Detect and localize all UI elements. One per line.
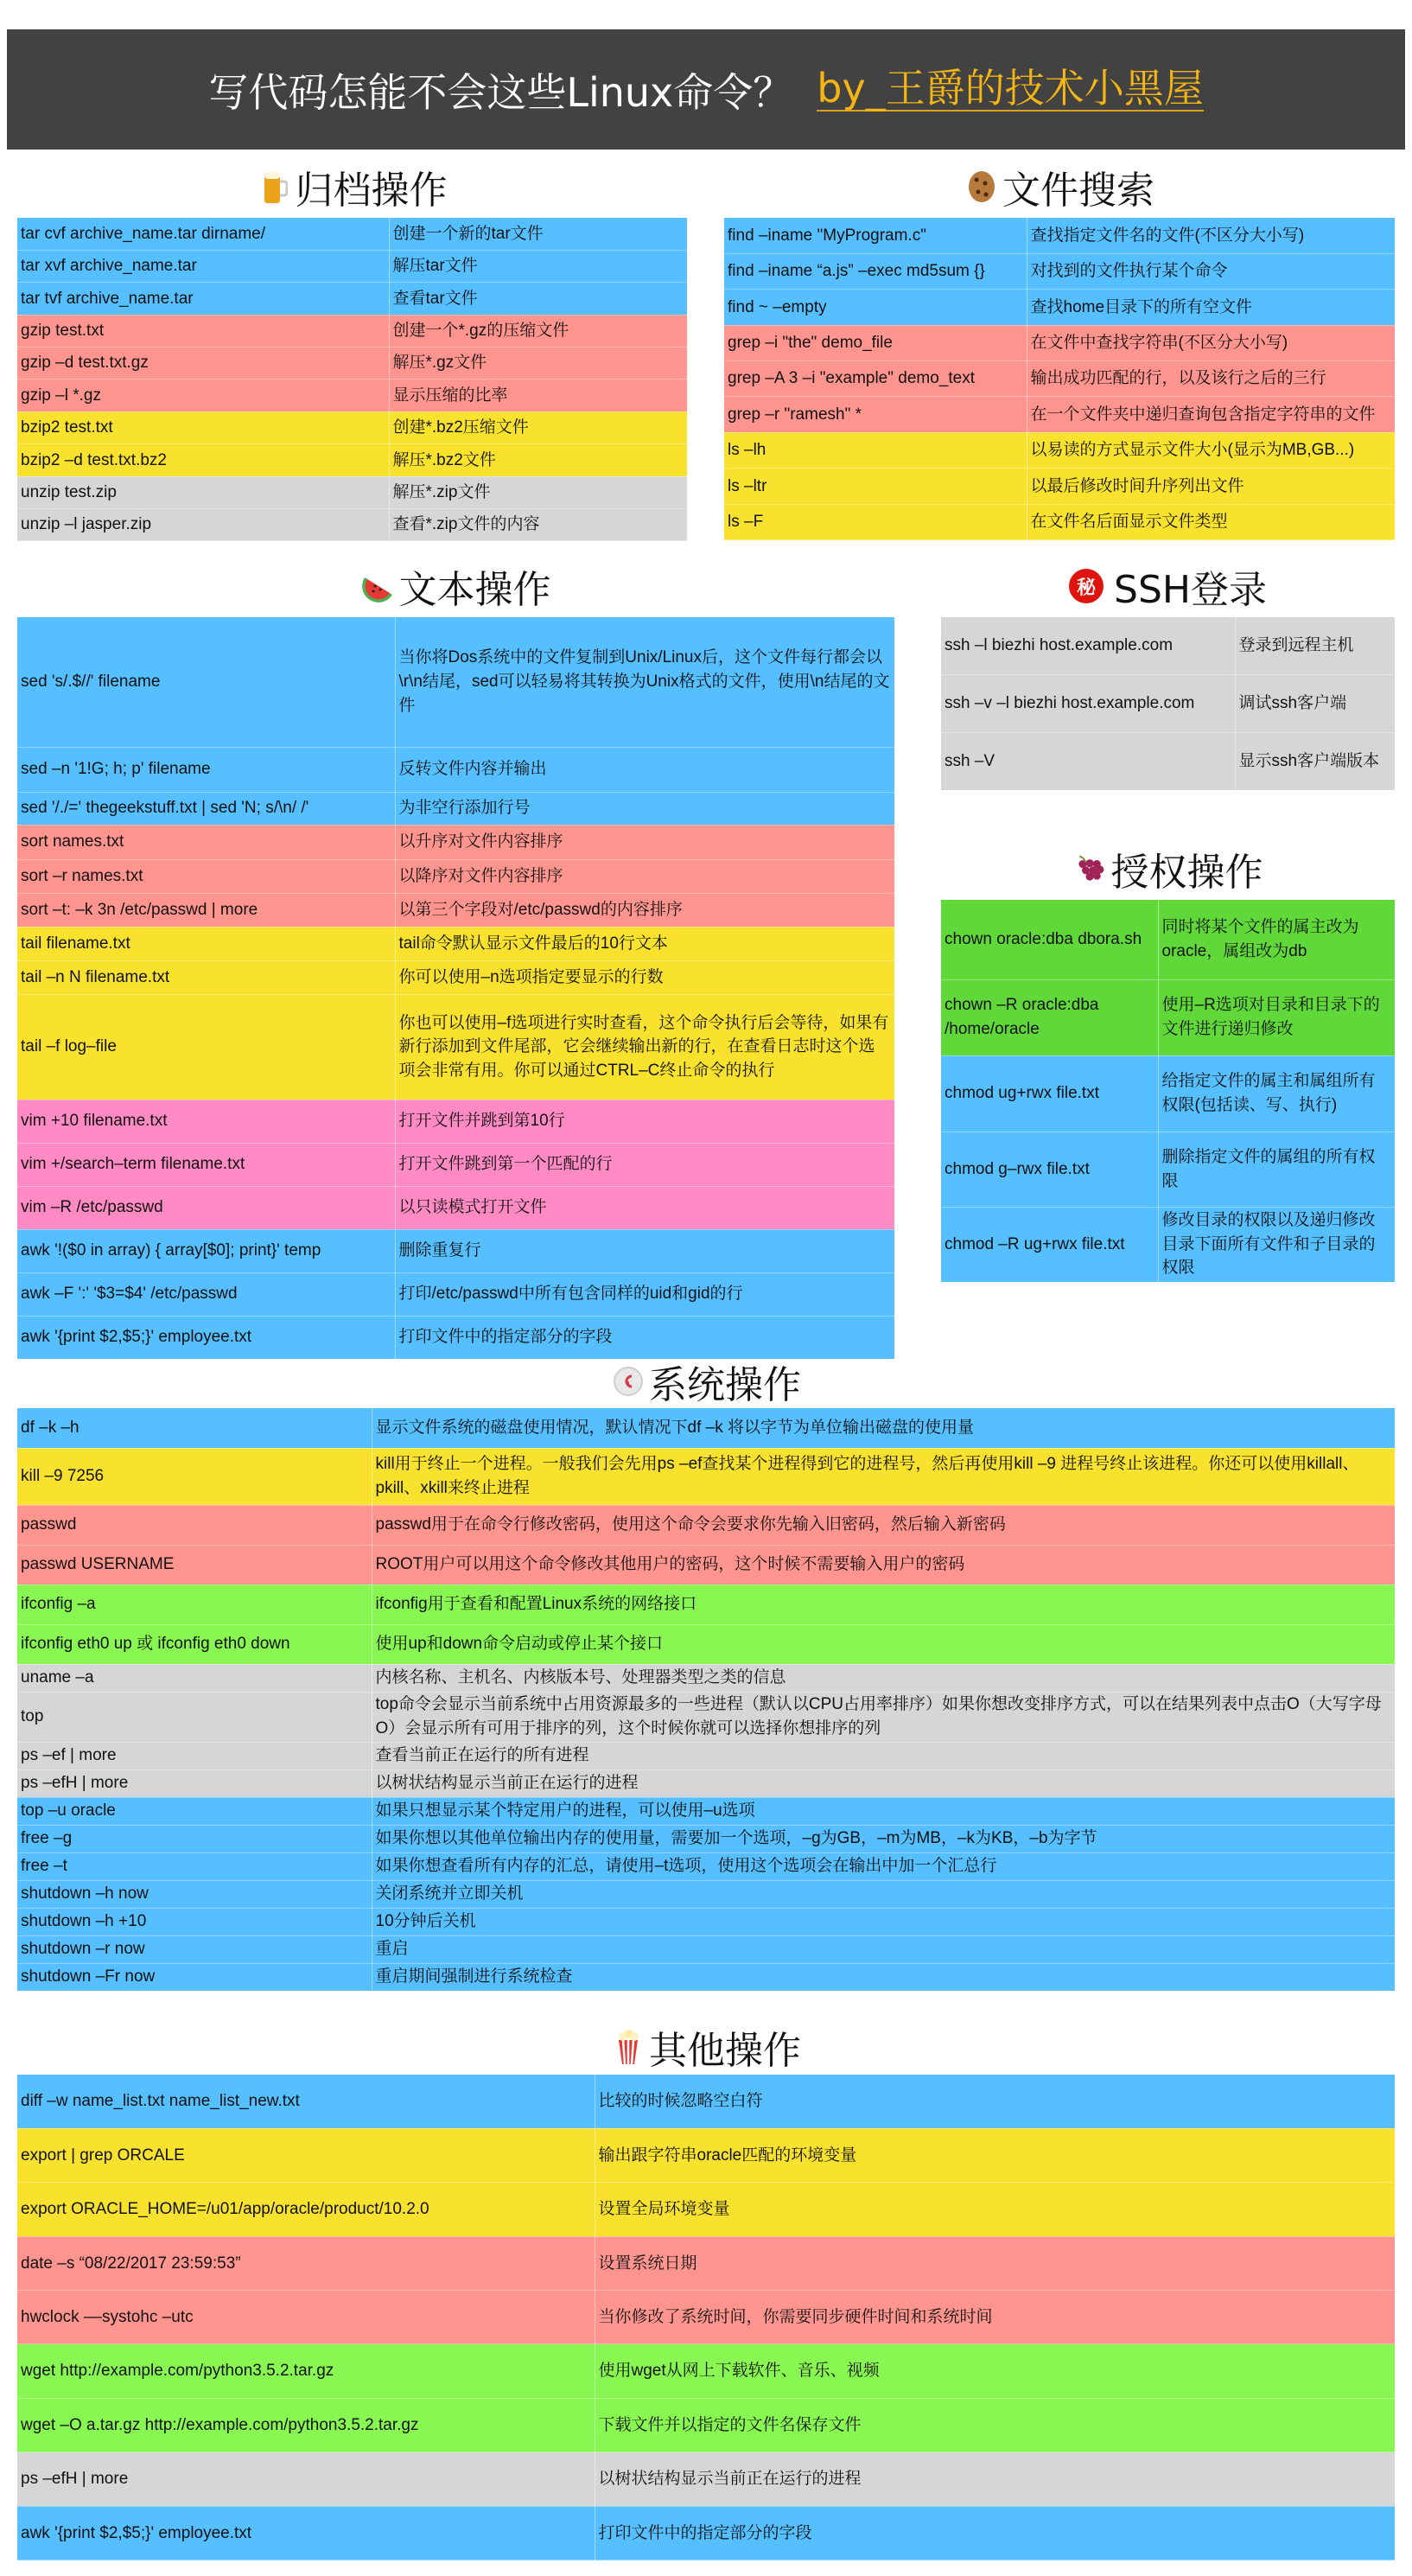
section-archive-title bbox=[17, 161, 687, 213]
command-cell: sort –t: –k 3n /etc/passwd | more bbox=[17, 893, 395, 927]
text-row bbox=[17, 1143, 894, 1186]
section-archive-label: 归档操作 bbox=[295, 169, 448, 213]
description-cell: 以最后修改时间升序列出文件 bbox=[1027, 469, 1395, 504]
text-row bbox=[17, 1229, 894, 1272]
description-cell: 使用up和down命令启动或停止某个接口 bbox=[372, 1624, 1395, 1664]
system-row bbox=[17, 1692, 1395, 1742]
section-permission-label: 授权操作 bbox=[1110, 851, 1263, 895]
command-cell: tar cvf archive_name.tar dirname/ bbox=[17, 218, 389, 250]
command-cell: chmod –R ug+rwx file.txt bbox=[941, 1207, 1158, 1282]
description-cell: ifconfig用于查看和配置Linux系统的网络接口 bbox=[372, 1584, 1395, 1624]
command-cell: shutdown –Fr now bbox=[17, 1963, 372, 1991]
text-row bbox=[17, 792, 894, 825]
other-row bbox=[17, 2291, 1395, 2344]
description-cell: 你也可以使用–f选项进行实时查看，这个命令执行后会等待，如果有新行添加到文件尾部，它会继续输出新的行，在查看日志时这个选项会非常有用。你可以通过CTRL–C终止命令的执行 bbox=[395, 994, 894, 1100]
description-cell: 反转文件内容并输出 bbox=[395, 747, 894, 792]
command-cell: ps –ef | more bbox=[17, 1742, 372, 1769]
system-row bbox=[17, 1505, 1395, 1545]
permission-row bbox=[941, 1207, 1395, 1282]
system-row bbox=[17, 1742, 1395, 1769]
description-cell: tail命令默认显示文件最后的10行文本 bbox=[395, 927, 894, 960]
description-cell: 解压*.gz文件 bbox=[389, 348, 687, 379]
section-permission-title bbox=[941, 843, 1395, 895]
command-cell: tail –f log–file bbox=[17, 994, 395, 1100]
text-row bbox=[17, 994, 894, 1100]
system-row bbox=[17, 1624, 1395, 1664]
command-cell: shutdown –h now bbox=[17, 1880, 372, 1908]
command-cell: shutdown –r now bbox=[17, 1935, 372, 1963]
command-cell: gzip –d test.txt.gz bbox=[17, 348, 389, 379]
text-row bbox=[17, 927, 894, 960]
command-cell: wget http://example.com/python3.5.2.tar.gz bbox=[17, 2344, 595, 2398]
command-cell: bzip2 test.txt bbox=[17, 411, 389, 443]
section-system-label: 系统操作 bbox=[649, 1363, 801, 1407]
system-row bbox=[17, 1852, 1395, 1880]
command-cell: grep –A 3 –i "example" demo_text bbox=[724, 361, 1027, 397]
search-row bbox=[724, 361, 1395, 397]
text-table bbox=[17, 617, 894, 1360]
description-cell: 显示压缩的比率 bbox=[389, 379, 687, 411]
description-cell: 下载文件并以指定的文件名保存文件 bbox=[595, 2398, 1395, 2452]
command-cell: awk –F ':' '$3=$4' /etc/passwd bbox=[17, 1272, 395, 1316]
watermelon-icon bbox=[361, 567, 396, 605]
permission-row bbox=[941, 1055, 1395, 1132]
secret-ideograph-icon bbox=[1069, 567, 1104, 605]
permission-row bbox=[941, 900, 1395, 979]
command-cell: tail –n N filename.txt bbox=[17, 960, 395, 994]
description-cell: 在文件名后面显示文件类型 bbox=[1027, 504, 1395, 539]
command-cell: ssh –V bbox=[941, 732, 1235, 790]
ssh-table bbox=[941, 617, 1395, 791]
description-cell: 查找home目录下的所有空文件 bbox=[1027, 290, 1395, 325]
description-cell: 如果你想查看所有内存的汇总，请使用–t选项，使用这个选项会在输出中加一个汇总行 bbox=[372, 1852, 1395, 1880]
description-cell: 设置全局环境变量 bbox=[595, 2183, 1395, 2236]
section-other-title bbox=[17, 2021, 1395, 2073]
command-cell: ssh –l biezhi host.example.com bbox=[941, 617, 1235, 675]
text-row bbox=[17, 617, 894, 747]
command-cell: awk '{print $2,$5;}' employee.txt bbox=[17, 1316, 395, 1359]
command-cell: vim –R /etc/passwd bbox=[17, 1186, 395, 1229]
description-cell: 在一个文件夹中递归查询包含指定字符串的文件 bbox=[1027, 397, 1395, 432]
command-cell: ls –F bbox=[724, 504, 1027, 539]
command-cell: unzip test.zip bbox=[17, 476, 389, 508]
command-cell: find –iname “a.js” –exec md5sum {} bbox=[724, 253, 1027, 289]
description-cell: 10分钟后关机 bbox=[372, 1908, 1395, 1935]
other-row bbox=[17, 2344, 1395, 2398]
command-cell: kill –9 7256 bbox=[17, 1448, 372, 1505]
description-cell: 创建*.bz2压缩文件 bbox=[389, 411, 687, 443]
description-cell: 删除指定文件的属组的所有权限 bbox=[1158, 1132, 1395, 1207]
description-cell: 以易读的方式显示文件大小(显示为MB,GB...) bbox=[1027, 432, 1395, 468]
description-cell: 使用–R选项对目录和目录下的文件进行递归修改 bbox=[1158, 979, 1395, 1055]
archive-row bbox=[17, 476, 687, 508]
description-cell: 为非空行添加行号 bbox=[395, 792, 894, 825]
text-row bbox=[17, 960, 894, 994]
description-cell: 显示ssh客户端版本 bbox=[1235, 732, 1395, 790]
description-cell: 关闭系统并立即关机 bbox=[372, 1880, 1395, 1908]
description-cell: 以第三个字段对/etc/passwd的内容排序 bbox=[395, 893, 894, 927]
command-cell: ls –ltr bbox=[724, 469, 1027, 504]
description-cell: 调试ssh客户端 bbox=[1235, 675, 1395, 733]
section-other-label: 其他操作 bbox=[649, 2029, 801, 2073]
other-row bbox=[17, 2398, 1395, 2452]
command-cell: export | grep ORCALE bbox=[17, 2128, 595, 2182]
search-row bbox=[724, 469, 1395, 504]
permission-row bbox=[941, 979, 1395, 1055]
debian-swirl-icon bbox=[611, 1362, 646, 1400]
archive-row bbox=[17, 509, 687, 541]
command-cell: wget –O a.tar.gz http://example.com/python3.5.2.tar.gz bbox=[17, 2398, 595, 2452]
description-cell: 解压*.bz2文件 bbox=[389, 444, 687, 476]
description-cell: 以降序对文件内容排序 bbox=[395, 859, 894, 893]
text-row bbox=[17, 1186, 894, 1229]
description-cell: 比较的时候忽略空白符 bbox=[595, 2075, 1395, 2128]
description-cell: ROOT用户可以用这个命令修改其他用户的密码，这个时候不需要输入用户的密码 bbox=[372, 1545, 1395, 1584]
cookie-icon bbox=[964, 168, 999, 206]
description-cell: 打印文件中的指定部分的字段 bbox=[595, 2506, 1395, 2560]
search-row bbox=[724, 218, 1395, 253]
description-cell: 打开文件跳到第一个匹配的行 bbox=[395, 1143, 894, 1186]
command-cell: tar tvf archive_name.tar bbox=[17, 283, 389, 315]
beer-mug-icon bbox=[258, 168, 292, 206]
search-row bbox=[724, 325, 1395, 360]
command-cell: chown –R oracle:dba /home/oracle bbox=[941, 979, 1158, 1055]
description-cell: 打印文件中的指定部分的字段 bbox=[395, 1316, 894, 1359]
command-cell: chown oracle:dba dbora.sh bbox=[941, 900, 1158, 979]
archive-row bbox=[17, 379, 687, 411]
description-cell: passwd用于在命令行修改密码，使用这个命令会要求你先输入旧密码，然后输入新密码 bbox=[372, 1505, 1395, 1545]
command-cell: hwclock ––systohc –utc bbox=[17, 2291, 595, 2344]
description-cell: kill用于终止一个进程。一般我们会先用ps –ef查找某个进程得到它的进程号，然后再使用kill –9 进程号终止该进程。你还可以使用killall、pkill、xkill来终止进程 bbox=[372, 1448, 1395, 1505]
system-row bbox=[17, 1825, 1395, 1852]
command-cell: shutdown –h +10 bbox=[17, 1908, 372, 1935]
command-cell: sed –n '1!G; h; p' filename bbox=[17, 747, 395, 792]
grapes-icon bbox=[1073, 850, 1108, 888]
command-cell: ifconfig –a bbox=[17, 1584, 372, 1624]
page-title: 写代码怎能不会这些Linux命令？ bbox=[208, 68, 793, 116]
command-cell: free –t bbox=[17, 1852, 372, 1880]
section-text-title bbox=[17, 560, 894, 612]
description-cell: 如果你想以其他单位输出内存的使用量，需要加一个选项，–g为GB，–m为MB，–k为KB，–b为字节 bbox=[372, 1825, 1395, 1852]
archive-row bbox=[17, 218, 687, 250]
command-cell: sed 's/.$//' filename bbox=[17, 617, 395, 747]
description-cell: 给指定文件的属主和属组所有权限(包括读、写、执行) bbox=[1158, 1055, 1395, 1132]
system-row bbox=[17, 1963, 1395, 1991]
description-cell: 使用wget从网上下载软件、音乐、视频 bbox=[595, 2344, 1395, 2398]
description-cell: 输出成功匹配的行，以及该行之后的三行 bbox=[1027, 361, 1395, 397]
secret-badge: 秘 bbox=[1069, 569, 1104, 603]
search-row bbox=[724, 253, 1395, 289]
section-ssh-label: SSH登录 bbox=[1114, 568, 1267, 612]
system-row bbox=[17, 1769, 1395, 1797]
command-cell: top –u oracle bbox=[17, 1797, 372, 1825]
description-cell: 当你修改了系统时间，你需要同步硬件时间和系统时间 bbox=[595, 2291, 1395, 2344]
text-row bbox=[17, 893, 894, 927]
command-cell: ls –lh bbox=[724, 432, 1027, 468]
section-text-label: 文本操作 bbox=[398, 568, 551, 612]
description-cell: 内核名称、主机名、内核版本号、处理器类型之类的信息 bbox=[372, 1664, 1395, 1692]
archive-row bbox=[17, 283, 687, 315]
command-cell: df –k –h bbox=[17, 1408, 372, 1448]
description-cell: 以升序对文件内容排序 bbox=[395, 825, 894, 859]
command-cell: uname –a bbox=[17, 1664, 372, 1692]
text-row bbox=[17, 859, 894, 893]
archive-row bbox=[17, 315, 687, 347]
section-ssh-title bbox=[941, 560, 1395, 612]
description-cell: top命令会显示当前系统中占用资源最多的一些进程（默认以CPU占用率排序）如果你想改变排序方式，可以在结果列表中点击O（大写字母O）会显示所有可用于排序的列，这个时候你就可以选择你想排序的列 bbox=[372, 1692, 1395, 1742]
command-cell: find ~ –empty bbox=[724, 290, 1027, 325]
section-search-title bbox=[724, 161, 1395, 213]
command-cell: ssh –v –l biezhi host.example.com bbox=[941, 675, 1235, 733]
description-cell: 在文件中查找字符串(不区分大小写) bbox=[1027, 325, 1395, 360]
command-cell: sed '/./=' thegeekstuff.txt | sed 'N; s/\n/ /' bbox=[17, 792, 395, 825]
description-cell: 重启期间强制进行系统检查 bbox=[372, 1963, 1395, 1991]
popcorn-icon bbox=[611, 2028, 646, 2066]
system-row bbox=[17, 1935, 1395, 1963]
other-row bbox=[17, 2506, 1395, 2560]
command-cell: find –iname "MyProgram.c" bbox=[724, 218, 1027, 253]
search-row bbox=[724, 504, 1395, 539]
text-row bbox=[17, 825, 894, 859]
command-cell: chmod ug+rwx file.txt bbox=[941, 1055, 1158, 1132]
system-row bbox=[17, 1664, 1395, 1692]
section-system-title bbox=[17, 1355, 1395, 1407]
command-cell: gzip –l *.gz bbox=[17, 379, 389, 411]
description-cell: 设置系统日期 bbox=[595, 2236, 1395, 2290]
command-cell: chmod g–rwx file.txt bbox=[941, 1132, 1158, 1207]
description-cell: 解压tar文件 bbox=[389, 250, 687, 282]
other-row bbox=[17, 2128, 1395, 2182]
description-cell: 显示文件系统的磁盘使用情况，默认情况下df –k 将以字节为单位输出磁盘的使用量 bbox=[372, 1408, 1395, 1448]
command-cell: tail filename.txt bbox=[17, 927, 395, 960]
command-cell: sort names.txt bbox=[17, 825, 395, 859]
command-cell: unzip –l jasper.zip bbox=[17, 509, 389, 541]
command-cell: grep –r "ramesh" * bbox=[724, 397, 1027, 432]
system-row bbox=[17, 1584, 1395, 1624]
system-row bbox=[17, 1545, 1395, 1584]
text-row bbox=[17, 1272, 894, 1316]
text-row bbox=[17, 747, 894, 792]
archive-row bbox=[17, 444, 687, 476]
system-row bbox=[17, 1448, 1395, 1505]
description-cell: 你可以使用–n选项指定要显示的行数 bbox=[395, 960, 894, 994]
section-search-label: 文件搜索 bbox=[1002, 169, 1154, 213]
command-cell: passwd USERNAME bbox=[17, 1545, 372, 1584]
description-cell: 以树状结构显示当前正在运行的进程 bbox=[595, 2452, 1395, 2506]
command-cell: awk '{print $2,$5;}' employee.txt bbox=[17, 2506, 595, 2560]
permission-table bbox=[941, 900, 1395, 1283]
command-cell: grep –i "the" demo_file bbox=[724, 325, 1027, 360]
archive-table bbox=[17, 218, 687, 541]
permission-row bbox=[941, 1132, 1395, 1207]
other-row bbox=[17, 2452, 1395, 2506]
system-row bbox=[17, 1408, 1395, 1448]
system-row bbox=[17, 1908, 1395, 1935]
search-row bbox=[724, 432, 1395, 468]
other-row bbox=[17, 2236, 1395, 2290]
command-cell: vim +/search–term filename.txt bbox=[17, 1143, 395, 1186]
command-cell: passwd bbox=[17, 1505, 372, 1545]
other-table bbox=[17, 2075, 1395, 2560]
system-row bbox=[17, 1797, 1395, 1825]
description-cell: 同时将某个文件的属主改为oracle，属组改为db bbox=[1158, 900, 1395, 979]
search-table bbox=[724, 218, 1395, 540]
search-row bbox=[724, 290, 1395, 325]
command-cell: ps –efH | more bbox=[17, 1769, 372, 1797]
description-cell: 创建一个*.gz的压缩文件 bbox=[389, 315, 687, 347]
description-cell: 创建一个新的tar文件 bbox=[389, 218, 687, 250]
command-cell: gzip test.txt bbox=[17, 315, 389, 347]
command-cell: export ORACLE_HOME=/u01/app/oracle/product/10.2.0 bbox=[17, 2183, 595, 2236]
description-cell: 查看*.zip文件的内容 bbox=[389, 509, 687, 541]
other-row bbox=[17, 2183, 1395, 2236]
command-cell: sort –r names.txt bbox=[17, 859, 395, 893]
search-row bbox=[724, 397, 1395, 432]
description-cell: 如果只想显示某个特定用户的进程，可以使用–u选项 bbox=[372, 1797, 1395, 1825]
description-cell: 打印/etc/passwd中所有包含同样的uid和gid的行 bbox=[395, 1272, 894, 1316]
other-row bbox=[17, 2075, 1395, 2128]
description-cell: 查看当前正在运行的所有进程 bbox=[372, 1742, 1395, 1769]
command-cell: vim +10 filename.txt bbox=[17, 1100, 395, 1143]
system-row bbox=[17, 1880, 1395, 1908]
archive-row bbox=[17, 250, 687, 282]
command-cell: ifconfig eth0 up 或 ifconfig eth0 down bbox=[17, 1624, 372, 1664]
description-cell: 登录到远程主机 bbox=[1235, 617, 1395, 675]
description-cell: 以只读模式打开文件 bbox=[395, 1186, 894, 1229]
description-cell: 当你将Dos系统中的文件复制到Unix/Linux后，这个文件每行都会以\r\n结尾，sed可以轻易将其转换为Unix格式的文件，使用\n结尾的文件 bbox=[395, 617, 894, 747]
command-cell: ps –efH | more bbox=[17, 2452, 595, 2506]
archive-row bbox=[17, 348, 687, 379]
description-cell: 输出跟字符串oracle匹配的环境变量 bbox=[595, 2128, 1395, 2182]
command-cell: top bbox=[17, 1692, 372, 1742]
description-cell: 修改目录的权限以及递归修改目录下面所有文件和子目录的权限 bbox=[1158, 1207, 1395, 1282]
command-cell: tar xvf archive_name.tar bbox=[17, 250, 389, 282]
command-cell: date –s “08/22/2017 23:59:53” bbox=[17, 2236, 595, 2290]
description-cell: 以树状结构显示当前正在运行的进程 bbox=[372, 1769, 1395, 1797]
command-cell: diff –w name_list.txt name_list_new.txt bbox=[17, 2075, 595, 2128]
text-row bbox=[17, 1100, 894, 1143]
description-cell: 重启 bbox=[372, 1935, 1395, 1963]
text-row bbox=[17, 1316, 894, 1359]
description-cell: 打开文件并跳到第10行 bbox=[395, 1100, 894, 1143]
description-cell: 对找到的文件执行某个命令 bbox=[1027, 253, 1395, 289]
ssh-row bbox=[941, 732, 1395, 790]
author-link[interactable]: by_王爵的技术小黑屋 bbox=[817, 65, 1204, 112]
description-cell: 删除重复行 bbox=[395, 1229, 894, 1272]
ssh-row bbox=[941, 675, 1395, 733]
command-cell: free –g bbox=[17, 1825, 372, 1852]
ssh-row bbox=[941, 617, 1395, 675]
description-cell: 解压*.zip文件 bbox=[389, 476, 687, 508]
description-cell: 查找指定文件名的文件(不区分大小写) bbox=[1027, 218, 1395, 253]
command-cell: bzip2 –d test.txt.bz2 bbox=[17, 444, 389, 476]
description-cell: 查看tar文件 bbox=[389, 283, 687, 315]
page-header bbox=[7, 29, 1405, 150]
system-table bbox=[17, 1408, 1395, 1992]
archive-row bbox=[17, 411, 687, 443]
command-cell: awk '!($0 in array) { array[$0]; print}' temp bbox=[17, 1229, 395, 1272]
